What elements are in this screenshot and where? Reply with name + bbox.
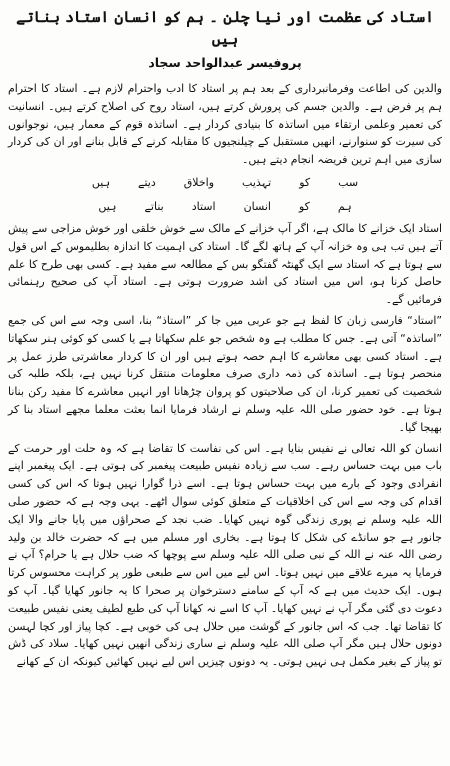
verse-word: ہم	[337, 199, 352, 213]
paragraph-3: ”استاد“ فارسی زبان کا لفظ ہے جو عربی میں جا کر ”استاذ“ بنا، اسی وجہ سے اس کی جمع ”اساتذہ“ آتی ہے۔ جس کا مطلب ہے وہ شخص جو علم سکھاتا ہے یا کسی کو کوئی ہنر سکھاتا ہے۔ استاد کسی بھی معاشرے کا اہم حصہ ہوتے ہیں اور ان کا کردار معاشرتی طرز عمل پر منحصر ہوتا ہے۔ اساتذہ کی ذمہ داری صرف معلومات منتقل کرنا نہیں ہے، بلکہ طلبہ کی شخصیت کی تعمیر کرنا، ان کی صلاحیتوں کو پروان چڑھانا اور انہیں معاشرے کا مفید رکن بنانا ہوتا ہے۔ خود حضور صلی اللہ علیہ وسلم نے ارشاد فرمایا انما بعثت معلما مجھے استاد بنا کر بھیجا گیا۔	[8, 313, 442, 434]
verse-word: ہیں	[98, 199, 117, 213]
verse-word: سب	[338, 175, 359, 189]
verse-word: واخلاق	[183, 175, 215, 189]
verse-word: تہذیب	[242, 175, 272, 189]
article-author: پروفیسر عبدالواحد سجاد	[148, 55, 302, 70]
article-title: استاد کی عظمت اور نیا چلن ۔ ہم کو انسان استاد بناتے ہیں	[16, 8, 434, 48]
verse-word: دیتے	[138, 175, 156, 189]
verse-word: کو	[298, 199, 310, 213]
verse-word: کو	[299, 175, 311, 189]
verse-line-2	[8, 196, 442, 218]
verse-word: ہیں	[91, 175, 111, 189]
verse-line-1	[8, 172, 442, 194]
verse-word: بناتے	[144, 199, 164, 213]
verse-word: استاد	[191, 199, 216, 213]
verse-word: انسان	[243, 199, 271, 213]
paragraph-1: والدین کی اطاعت وفرمانبرداری کے بعد ہم پر استاد کا ادب واحترام لازم ہے۔ استاد کا احترام ہم پر فرض ہے۔ والدین جسم کی پرورش کرتے ہیں، استاد روح کی اصلاح کرتے ہیں۔ انسانیت کی تعمیر وعلمی ارتقاء میں اساتذہ کا بنیادی کردار ہے۔ اساتذہ قوم کے معمار ہیں، نوجوانوں کی سیرت کو سنوارنے، انھیں مستقبل کے چیلنجیوں کا مقابلہ کرنے کے قابل بنانے اور ان کی کردار سازی میں اہم ترین فریضہ انجام دیتے ہیں۔	[8, 82, 442, 167]
paragraph-2: استاد ایک خزانے کا مالک ہے، اگر آپ خزانے کے مالک سے خوش خلقی اور خوش مزاجی سے پیش آتے ہیں تب ہی وہ خزانہ آپ کے ہاتھ لگے گا۔ استاد کی اہمیت کا اندازہ بطلیموس کے اس قول سے ہوتا ہے کہ استاد سے ایک گھنٹہ گفتگو بس کے مطالعہ سے مفید ہے۔ کسی بھی طرح کا علم حاصل کرنا ہو، اس میں استاد کی اشد ضرورت ہوتی ہے۔ استاد آپ کی صحیح رہنمائی فرمائیں گے۔	[8, 221, 442, 307]
paragraph-4: انسان کو اللہ تعالی نے نفیس بنایا ہے۔ اس کی نفاست کا تقاضا ہے کہ وہ حلت اور حرمت کے باب میں بہت حساس رہے۔ سب سے زیادہ نفیس طبیعت پیغمبر کی ہوتی ہے۔ ایک پیغمبر اپنے انفرادی وجود کے بارے میں بہت حساس ہوتا ہے۔ اسے ذرا گوارا نہیں ہوتا کہ اس کی کسی اقدام کی وجہ سے اس کی اخلاقیات کے متعلق کوئی سوال اٹھے۔ یہی وجہ ہے کہ حضور صلی اللہ علیہ وسلم نے پوری زندگی گوہ نہیں کھایا۔ ضب نجد کے صحراؤں میں پایا جانے والا ایک جانور ہے جو سانڈے کی شکل کا ہوتا ہے۔ بخاری اور مسلم میں ہے کہ حضرت خالد بن ولید رضی اللہ عنہ نے اللہ کے نبی صلی اللہ علیہ وسلم سے پوچھا کہ ضب حلال ہے یا حرام؟ آپ نے فرمایا یہ میرے علاقے میں نہیں ہوتا۔ اس لیے میں اس سے طبعی طور پر کراہت محسوس کرتا ہوں۔ ایک حدیث میں ہے کہ آپ کے سامنے دسترخوان پر صحرا کا یہ جانور کھایا گیا۔ آپ کو دعوت دی گئی مگر آپ نے نہیں کھایا۔ آپ کا اسے نہ کھانا آپ کی طبع لطیف یعنی نفیس طبیعت کا تقاضا تھا۔ جب کہ اس جانور کے گوشت میں حلال ہی کی خوبی ہے۔ کچا پیاز اور کچا لہسن دونوں حلال ہیں مگر آپ صلی اللہ علیہ وسلم نے ساری زندگی انھیں نہیں کھایا۔ سلاد کی ڈش تو پیاز کے بغیر مکمل ہی نہیں ہوتی۔ یہ دونوں چیزیں اس لیے نہیں کھائیں کیونکہ ان کے کھانے	[8, 441, 442, 669]
